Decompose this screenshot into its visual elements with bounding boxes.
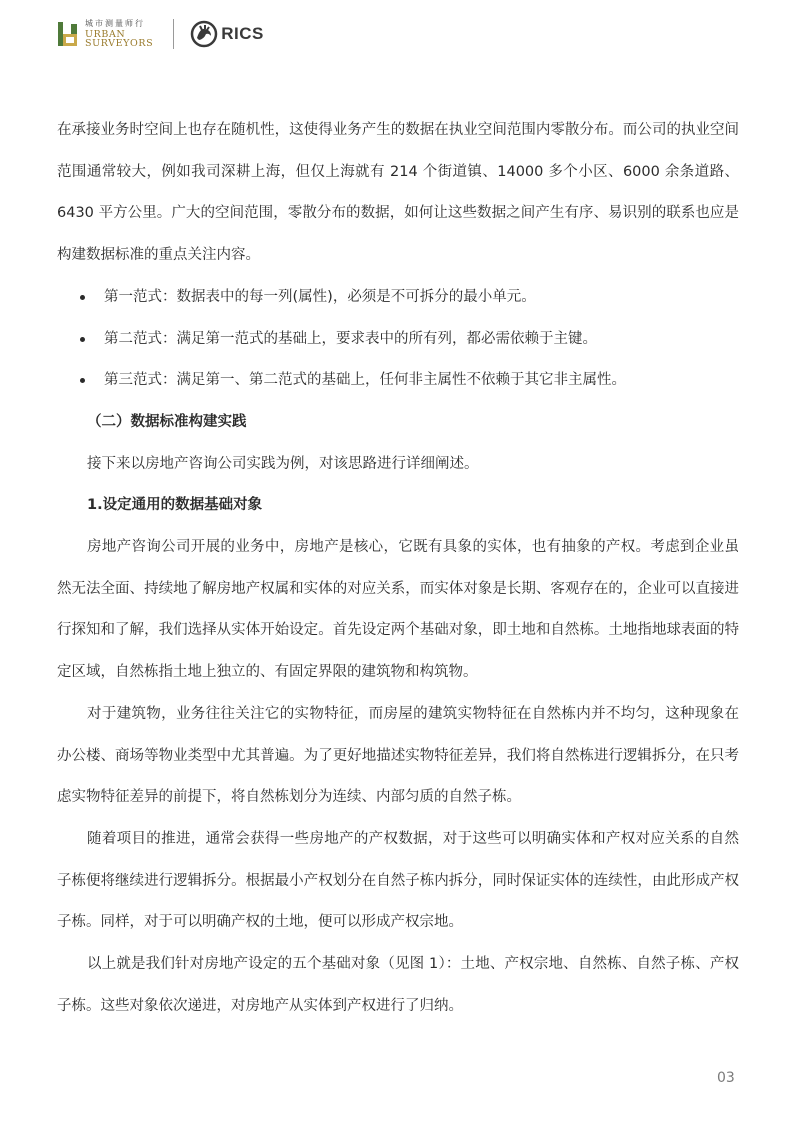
page-number: 03 [717,1070,735,1086]
bullet-icon [80,378,85,383]
subsection-heading: 1.设定通用的数据基础对象 [87,497,263,514]
urban-en-line1: URBAN [85,28,126,40]
section-heading: （二）数据标准构建实践 [87,413,247,430]
page-header [57,14,357,54]
urban-surveyors-logo [57,20,153,49]
document-body [57,110,739,1027]
bullet-icon [80,295,85,300]
urban-surveyors-wordmark [85,20,153,49]
paragraph-4: 以上就是我们针对房地产设定的五个基础对象（见图 1）：土地、产权宗地、自然栋、自然子栋、产权子栋。这些对象依次递进，对房地产从实体到产权进行了归纳。 [57,956,739,1014]
rics-logo [190,20,264,48]
rics-wordmark: RICS [221,24,264,43]
paragraph-intro: 在承接业务时空间上也存在随机性，这使得业务产生的数据在执业空间范围内零散分布。而公司的执业空间范围通常较大，例如我司深耕上海，但仅上海就有 214 个街道镇、14000 多个小区、6000 余条道路、6430 平方公里。广大的空间范围，零散分布的数据，如何让这些数据之间产生有序、易识别的联系也应是构建数据标准的重点关注内容。 [57,122,739,264]
list-item: 第二范式：满足第一范式的基础上，要求表中的所有列，都必需依赖于主键。 [57,319,739,361]
urban-surveyors-logo-icon [57,20,79,48]
logo-divider [173,19,174,49]
normal-forms-list [57,277,739,402]
paragraph-1: 房地产咨询公司开展的业务中，房地产是核心，它既有具象的实体，也有抽象的产权。考虑到企业虽然无法全面、持续地了解房地产权属和实体的对应关系，而实体对象是长期、客观存在的，企业可以直接进行探知和了解，我们选择从实体开始设定。首先设定两个基础对象，即土地和自然栋。土地指地球表面的特定区域，自然栋指土地上独立的、有固定界限的建筑物和构筑物。 [57,539,739,681]
urban-cn-name: 城市测量师行 [85,18,145,28]
list-item: 第一范式：数据表中的每一列(属性)，必须是不可拆分的最小单元。 [57,277,739,319]
paragraph-intro2: 接下来以房地产咨询公司实践为例，对该思路进行详细阐述。 [87,455,479,472]
rics-lion-icon [190,20,218,48]
urban-en-line2: SURVEYORS [85,38,154,49]
paragraph-3: 随着项目的推进，通常会获得一些房地产的产权数据，对于这些可以明确实体和产权对应关系的自然子栋便将继续进行逻辑拆分。根据最小产权划分在自然子栋内拆分，同时保证实体的连续性，由此形成产权子栋。同样，对于可以明确产权的土地，便可以形成产权宗地。 [57,830,739,931]
bullet-icon [80,337,85,342]
paragraph-2: 对于建筑物，业务往往关注它的实物特征，而房屋的建筑实物特征在自然栋内并不均匀，这种现象在办公楼、商场等物业类型中尤其普遍。为了更好地描述实物特征差异，我们将自然栋进行逻辑拆分，在只考虑实物特征差异的前提下，将自然栋划分为连续、内部匀质的自然子栋。 [57,705,739,806]
list-item: 第三范式：满足第一、第二范式的基础上，任何非主属性不依赖于其它非主属性。 [57,360,739,402]
